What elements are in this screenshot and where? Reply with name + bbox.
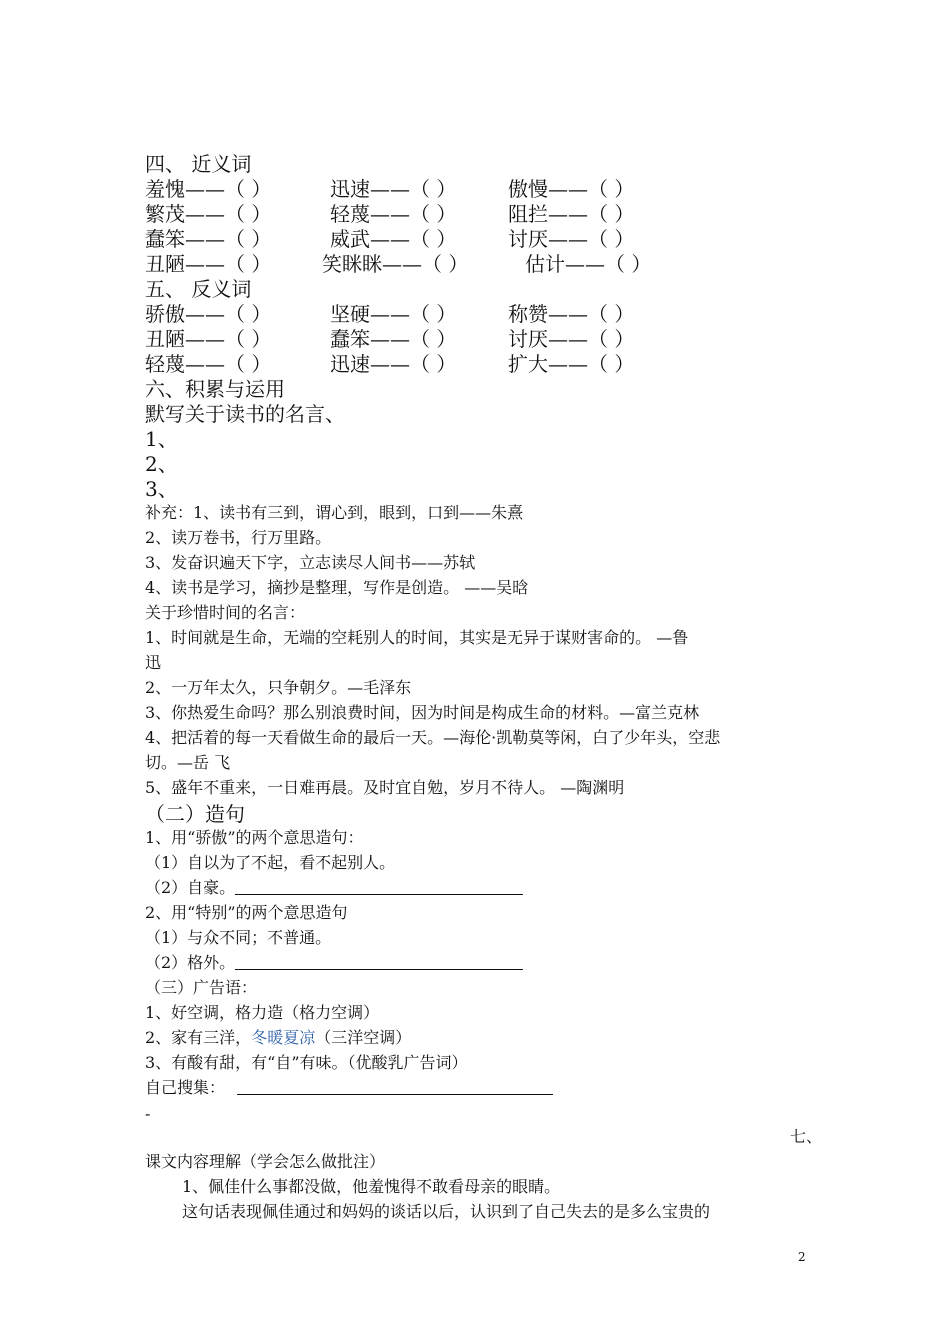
- supplement-line: 2、读万卷书，行万里路。: [145, 528, 332, 547]
- ads-heading: （三）广告语：: [145, 978, 258, 997]
- sentence-meaning-label: （2）格外。: [145, 953, 236, 972]
- synonym-item: 讨厌——（ ）: [508, 227, 635, 251]
- synonym-item: 繁茂——（ ）: [145, 202, 272, 226]
- section7-line: 1、佩佳什么事都没做，他羞愧得不敢看母亲的眼睛。: [182, 1177, 561, 1196]
- accumulate-heading: 六、积累与运用: [145, 377, 285, 401]
- synonym-item: 估计——（ ）: [525, 252, 652, 276]
- sentence-meaning: （1）自以为了不起，看不起别人。: [145, 853, 396, 872]
- synonym-item: 轻蔑——（ ）: [330, 202, 457, 226]
- time-quote: 3、你热爱生命吗？那么别浪费时间，因为时间是构成生命的材料。—富兰克林: [145, 703, 700, 722]
- time-quote: 1、时间就是生命，无端的空耗别人的时间，其实是无异于谋财害命的。 —鲁: [145, 628, 689, 647]
- antonym-item: 丑陋——（ ）: [145, 327, 272, 351]
- quote-blank-3: 3、: [145, 477, 178, 501]
- ad-line: 1、好空调，格力造（格力空调）: [145, 1003, 380, 1022]
- antonym-item: 称赞——（ ）: [508, 302, 635, 326]
- supplement-line: 3、发奋识遍天下字，立志读尽人间书——苏轼: [145, 553, 476, 572]
- synonym-item: 阻拦——（ ）: [508, 202, 635, 226]
- synonym-item: 蠢笨——（ ）: [145, 227, 272, 251]
- time-quote: 4、把活着的每一天看做生命的最后一天。—海伦·凯勒莫等闲，白了少年头，空悲: [145, 728, 721, 747]
- synonym-item: 笑眯眯——（ ）: [322, 252, 469, 276]
- antonym-item: 讨厌——（ ）: [508, 327, 635, 351]
- answer-blank[interactable]: [235, 953, 523, 970]
- time-quotes-heading: 关于珍惜时间的名言：: [145, 603, 306, 622]
- synonym-item: 丑陋——（ ）: [145, 252, 272, 276]
- antonym-item: 坚硬——（ ）: [330, 302, 457, 326]
- section7-heading: 课文内容理解（学会怎么做批注）: [145, 1152, 386, 1171]
- time-quote: 5、盛年不重来，一日难再晨。及时宜自勉，岁月不待人。 —陶渊明: [145, 778, 625, 797]
- ad-highlight: 冬暖夏凉: [251, 1028, 316, 1047]
- antonym-item: 轻蔑——（ ）: [145, 352, 272, 376]
- quote-blank-2: 2、: [145, 452, 178, 476]
- antonyms-heading: 五、 反义词: [145, 277, 252, 301]
- section7-number: 七、: [790, 1127, 823, 1146]
- ad-text: （三洋空调）: [315, 1028, 412, 1047]
- ad-text: 2、家有三洋，: [145, 1028, 252, 1047]
- sentence-meaning: （1）与众不同；不普通。: [145, 928, 332, 947]
- ad-line: 3、有酸有甜，有“自”有味。（优酸乳广告词）: [145, 1053, 468, 1072]
- antonym-item: 扩大——（ ）: [508, 352, 635, 376]
- ad-collect-label: 自己搜集：: [145, 1078, 226, 1097]
- antonym-item: 迅速——（ ）: [330, 352, 457, 376]
- time-quote: 切。—岳 飞: [145, 753, 231, 772]
- antonym-item: 蠢笨——（ ）: [330, 327, 457, 351]
- synonym-item: 威武——（ ）: [330, 227, 457, 251]
- synonyms-heading: 四、 近义词: [145, 152, 252, 176]
- synonym-item: 羞愧——（ ）: [145, 177, 272, 201]
- sentences-heading: （二）造句: [145, 802, 245, 826]
- sentence-answer-line: [145, 950, 523, 973]
- section7-line: 这句话表现佩佳通过和妈妈的谈话以后，认识到了自己失去的是多么宝贵的: [182, 1202, 711, 1221]
- quote-blank-1: 1、: [145, 427, 178, 451]
- time-quote: 2、一万年太久，只争朝夕。—毛泽东: [145, 678, 412, 697]
- supplement-line: 补充：1、读书有三到，谓心到，眼到，口到——朱熹: [145, 503, 524, 522]
- synonym-item: 傲慢——（ ）: [508, 177, 635, 201]
- time-quote: 迅: [145, 653, 162, 672]
- sentence-question: 2、用“特别”的两个意思造句: [145, 903, 348, 922]
- sentence-question: 1、用“骄傲”的两个意思造句：: [145, 828, 364, 847]
- stray-dash: -: [145, 1104, 151, 1123]
- answer-blank[interactable]: [235, 878, 523, 895]
- answer-blank[interactable]: [237, 1078, 553, 1095]
- antonym-item: 骄傲——（ ）: [145, 302, 272, 326]
- sentence-answer-line: [145, 875, 523, 898]
- ad-collect-line: [145, 1075, 553, 1098]
- ad-line: [145, 1025, 411, 1048]
- supplement-line: 4、读书是学习，摘抄是整理，写作是创造。 ——吴晗: [145, 578, 529, 597]
- quote-prompt: 默写关于读书的名言、: [145, 402, 345, 426]
- synonym-item: 迅速——（ ）: [330, 177, 457, 201]
- sentence-meaning-label: （2）自豪。: [145, 878, 236, 897]
- page-number: 2: [798, 1250, 806, 1264]
